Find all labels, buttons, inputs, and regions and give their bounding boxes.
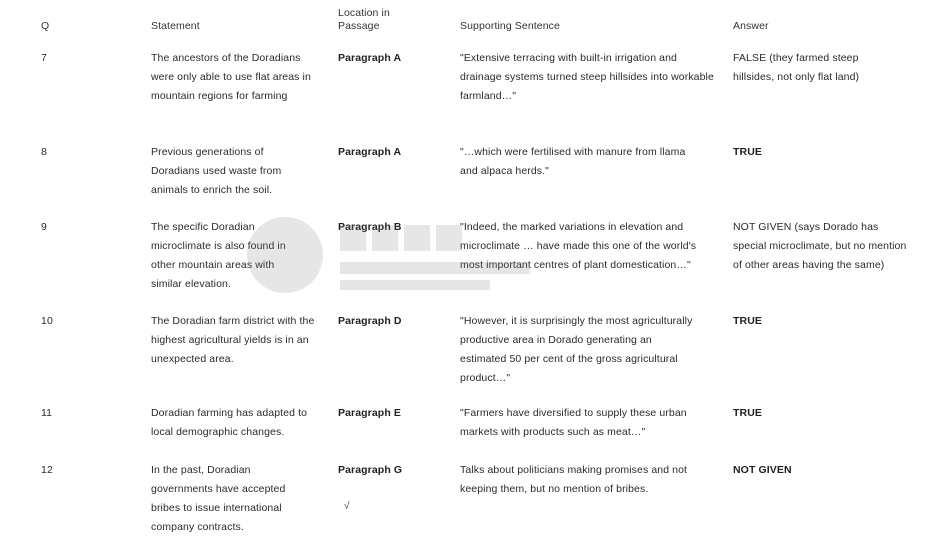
check-mark: √ — [344, 501, 350, 512]
row-10-supporting: "However, it is surprisingly the most agriculturally productive area in Dorado generating an estimated 50 per cent of the gross agricultural product…" — [460, 315, 693, 384]
row-9-supporting: "Indeed, the marked variations in elevation and microclimate … have made this one of the world's most important centres of plant domestication…" — [460, 221, 697, 271]
row-11-location: Paragraph E — [338, 407, 401, 419]
row-7-location: Paragraph A — [338, 52, 402, 64]
row-7-supporting: "Extensive terracing with built-in irrigation and drainage systems turned steep hillsides into workable farmland…" — [460, 52, 714, 102]
header-supporting: Supporting Sentence — [460, 20, 560, 32]
row-8-location: Paragraph A — [338, 146, 402, 158]
row-8-q: 8 — [41, 146, 47, 158]
row-9-statement: The specific Doradian microclimate is also found in other mountain areas with similar elevation. — [151, 221, 286, 290]
row-11-q: 11 — [41, 407, 53, 419]
row-11-statement: Doradian farming has adapted to local demographic changes. — [151, 407, 308, 438]
row-7-answer: FALSE (they farmed steep hillsides, not only flat land) — [733, 52, 860, 83]
header-q: Q — [41, 20, 50, 32]
row-11-supporting: "Farmers have diversified to supply these urban markets with products such as meat…" — [460, 407, 687, 438]
row-12-answer: NOT GIVEN — [733, 464, 792, 476]
row-12-supporting: Talks about politicians making promises and not keeping them, but no mention of bribes. — [460, 464, 688, 495]
row-8-supporting: "…which were fertilised with manure from llama and alpaca herds." — [460, 146, 686, 177]
header-statement: Statement — [151, 20, 200, 32]
row-12-location: Paragraph G — [338, 464, 403, 476]
row-10-q: 10 — [41, 315, 53, 327]
row-12-q: 12 — [41, 464, 53, 476]
header-location: Location in Passage — [338, 7, 390, 32]
row-9-location: Paragraph B — [338, 221, 402, 233]
row-7-statement: The ancestors of the Doradians were only able to use flat areas in mountain regions for farming — [151, 52, 311, 102]
row-9-answer: NOT GIVEN (says Dorado has special microclimate, but no mention of other areas having the same) — [733, 221, 907, 271]
row-8-answer: TRUE — [733, 146, 762, 158]
row-8-statement: Previous generations of Doradians used waste from animals to enrich the soil. — [151, 146, 282, 196]
row-11-answer: TRUE — [733, 407, 762, 419]
row-10-statement: The Doradian farm district with the highest agricultural yields is in an unexpected area. — [151, 315, 315, 365]
row-12-statement: In the past, Doradian governments have accepted bribes to issue international company contracts. — [151, 464, 286, 533]
row-7-q: 7 — [41, 52, 47, 64]
row-10-answer: TRUE — [733, 315, 762, 327]
row-9-q: 9 — [41, 221, 47, 233]
row-10-location: Paragraph D — [338, 315, 402, 327]
header-answer: Answer — [733, 20, 769, 32]
